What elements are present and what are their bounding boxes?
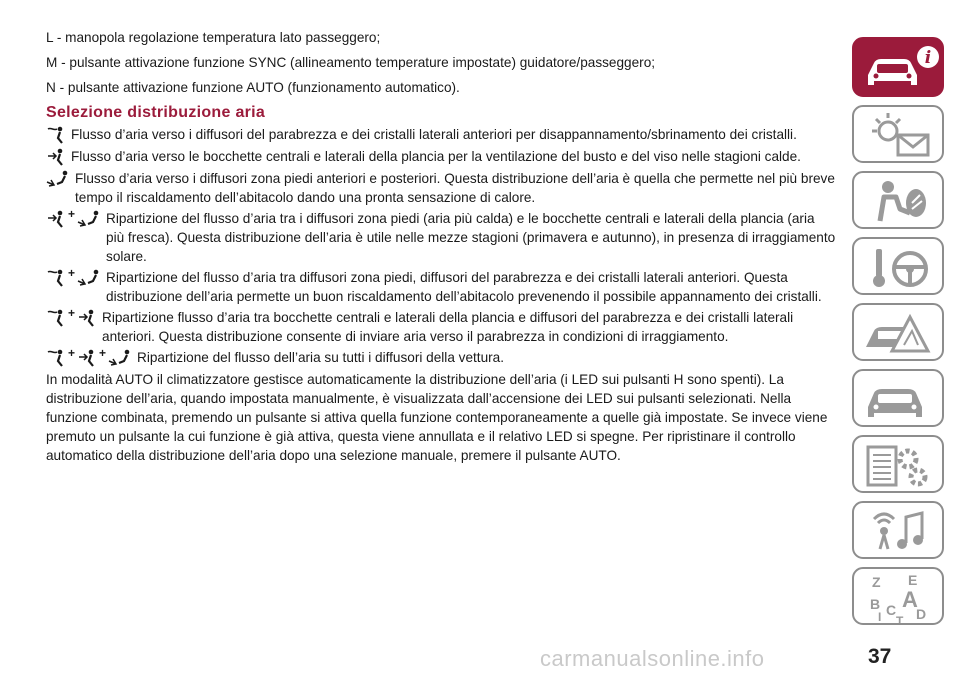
starting-driving-icon [854,239,944,295]
distribution-icons [46,268,101,288]
manual-page-body [46,28,836,465]
index-letter: A [902,587,918,612]
plus-sign: + [68,306,76,320]
svg-text:i: i [924,48,932,68]
index-letter: E [908,572,918,588]
airflow-body-icon [77,349,97,367]
index-letter: Z [872,574,881,590]
airflow-feet-icon [77,210,101,228]
index-letter: T [896,614,904,627]
car-info-icon [854,39,944,97]
tab-safety[interactable] [852,171,944,229]
index-letter: C [886,602,897,618]
airflow-feet-icon [108,349,132,367]
distribution-icons [46,209,101,229]
tab-emergency[interactable] [852,303,944,361]
airflow-body-icon [77,309,97,327]
page-number: 37 [868,645,892,668]
distribution-icons [46,348,132,368]
plus-sign: + [68,266,76,280]
distribution-item-feet-windshield: + Ripartizione del flusso d’aria tra diffusori zona piedi, diffusori del parabrezza e dei cristalli laterali anteriori. Questa distribuzione dell’aria permette un buon riscaldamento dell’abitacolo prevenendo il possibile appannamento dei cristalli. [46,268,836,306]
distribution-item-feet-dashboard: + Ripartizione del flusso d’aria tra i diffusori zona piedi (aria più calda) e le bocchette centrali e laterali della plancia (aria più fresca). Questa distribuzione dell’aria è utile nelle mezze stagioni (primavera e autunno), in presenza di irraggiamento solare. [46,209,836,266]
airflow-feet-icon [77,269,101,287]
distribution-item-windshield: Flusso d’aria verso i diffusori del parabrezza e dei cristalli laterali anteriori per disappannamento/sbrinamento dei cristalli. [46,125,836,145]
emergency-icon [854,305,944,361]
distribution-icons [46,125,66,145]
legend-item-N: N - pulsante attivazione funzione AUTO (funzionamento automatico). [46,80,460,95]
safety-airbag-icon [854,173,944,229]
airflow-face-icon [46,349,66,367]
tab-technical-data[interactable] [852,435,944,493]
distribution-item-dashboard: Flusso d’aria verso le bocchette centrali e laterali della plancia per la ventilazione del busto e del viso nelle stagioni calde. [46,147,836,167]
distribution-icons [46,147,66,167]
tab-index[interactable] [852,567,944,625]
distribution-icons [46,169,70,189]
tab-warning-lights[interactable] [852,105,944,163]
index-icon [854,569,944,625]
airflow-feet-icon [46,170,70,188]
warning-lights-icon [854,107,944,163]
index-letter: I [878,610,882,624]
tab-car-info[interactable] [852,37,944,97]
index-letter: B [870,596,881,612]
maintenance-icon [854,371,944,427]
control-legend [46,28,836,97]
distribution-icons [46,308,97,328]
distribution-item-all: + + Ripartizione del flusso dell’aria su tutti i diffusori della vettura. [46,348,836,368]
legend-item-L: L - manopola regolazione temperatura lato passeggero; [46,30,381,45]
tab-maintenance[interactable] [852,369,944,427]
plus-sign: + [68,207,76,221]
technical-data-icon [854,437,944,493]
auto-mode-paragraph: In modalità AUTO il climatizzatore gestisce automaticamente la distribuzione dell’aria (i LED sui pulsanti H sono spenti). La distribuzione dell’aria, quando impostata manualmente, è visualizzata dall’accensione dei LED sui pulsanti selezionati. Nella funzione combinata, premendo un pulsante si attiva quella funzione contemporaneamente a quelle già impostate. Se invece viene premuto un pulsante la cui funzione è già attiva, questa viene annullata e il relativo LED si spegne. Per ripristinare il controllo automatico della distribuzione dell’aria dopo una selezione manuale, premere il pulsante AUTO. [46,372,828,463]
legend-item-M: M - pulsante attivazione funzione SYNC (allineamento temperature impostate) guidatore/passeggero; [46,55,656,70]
watermark: carmanualsonline.info [540,646,765,671]
section-heading: Selezione distribuzione aria [46,104,266,121]
airflow-face-icon [46,309,66,327]
airflow-face-icon [46,126,66,144]
plus-sign: + [68,346,76,360]
plus-sign: + [99,346,107,360]
multimedia-icon [854,503,944,559]
tab-multimedia[interactable] [852,501,944,559]
index-letter: D [916,606,927,622]
airflow-body-icon [46,210,66,228]
airflow-face-icon [46,269,66,287]
chapter-tabs [852,37,944,633]
distribution-item-feet: Flusso d’aria verso i diffusori zona piedi anteriori e posteriori. Questa distribuzione dell’aria è quella che permette nel più breve tempo il riscaldamento dell’abitacolo dando una pronta sensazione di calore. [46,169,836,207]
tab-starting-driving[interactable] [852,237,944,295]
airflow-body-icon [46,148,66,166]
distribution-item-dashboard-windshield: + Ripartizione flusso d’aria tra bocchette centrali e laterali della plancia e diffusori del parabrezza e dei cristalli laterali anteriori. Questa distribuzione consente di inviare aria verso il parabrezza in condizioni di irraggiamento. [46,308,836,346]
